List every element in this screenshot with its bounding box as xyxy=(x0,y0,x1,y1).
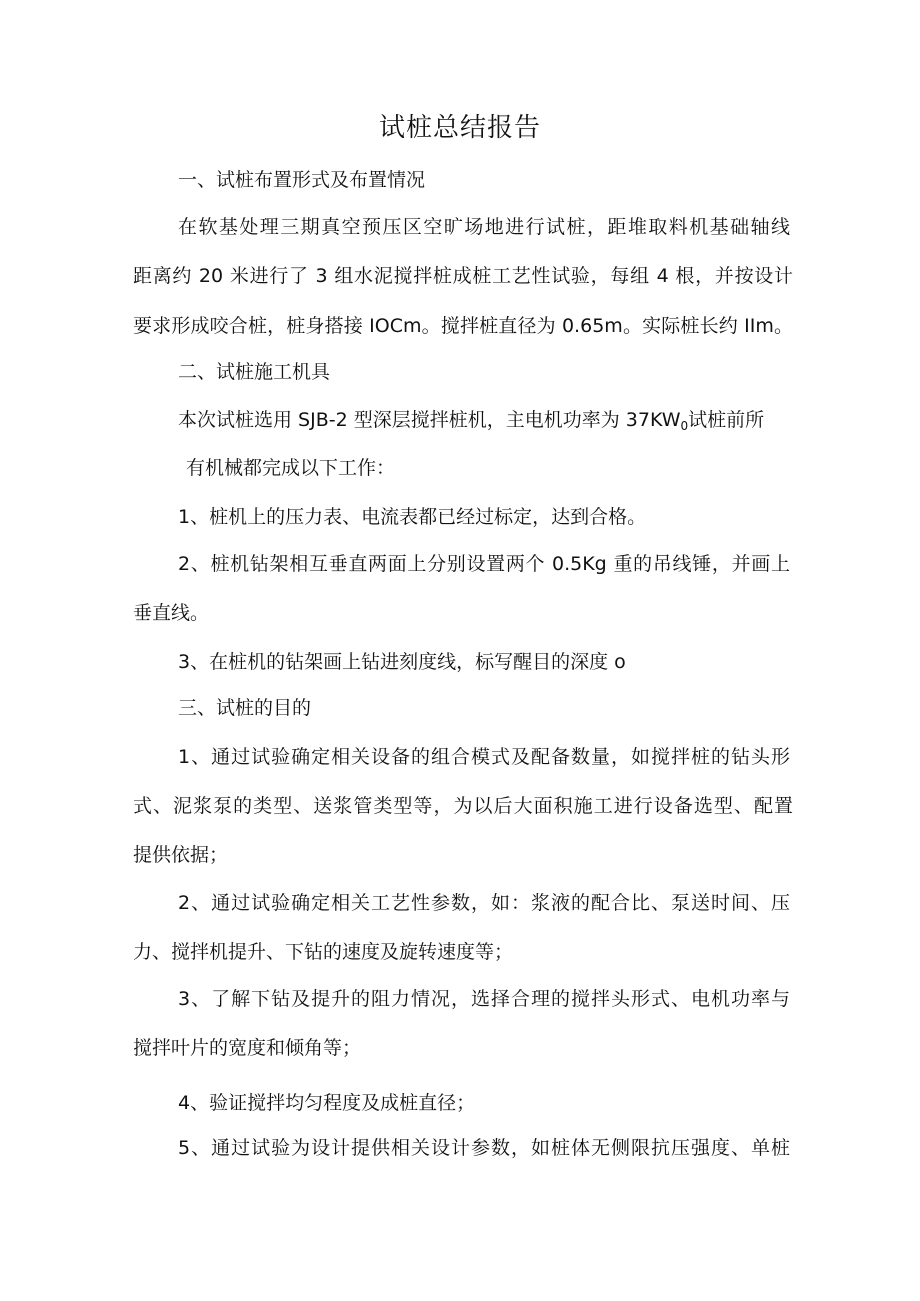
paragraph-line: 在软基处理三期真空预压区空旷场地进行试桩，距堆取料机基础轴线 xyxy=(178,216,790,238)
list-item-continuation: 提供依据； xyxy=(133,844,229,866)
list-item: 2、通过试验确定相关工艺性参数，如：浆液的配合比、泵送时间、压 xyxy=(178,892,790,914)
paragraph-line xyxy=(178,405,790,441)
section-heading-3: 三、试桩的目的 xyxy=(178,697,312,719)
list-item: 1、桩机上的压力表、电流表都已经过标定，达到合格。 xyxy=(178,506,647,528)
list-item-continuation: 垂直线。 xyxy=(133,602,210,624)
list-item: 1、通过试验确定相关设备的组合模式及配备数量，如搅拌桩的钻头形 xyxy=(178,746,790,768)
list-item-continuation: 式、泥浆泵的类型、送浆管类型等，为以后大面积施工进行设备选型、配置 xyxy=(133,795,793,817)
section-heading-1: 一、试桩布置形式及布置情况 xyxy=(178,169,426,191)
list-item: 2、桩机钻架相互垂直两面上分别设置两个 0.5Kg 重的吊线锤，并画上 xyxy=(178,553,790,575)
section-heading-2: 二、试桩施工机具 xyxy=(178,361,331,383)
list-item: 3、在桩机的钻架画上钻进刻度线，标写醒目的深度 o xyxy=(178,651,626,673)
paragraph-line: 有机械都完成以下工作： xyxy=(186,457,396,479)
list-item: 4、验证搅拌均匀程度及成桩直径； xyxy=(178,1092,476,1114)
paragraph-line: 距离约 20 米进行了 3 组水泥搅拌桩成桩工艺性试验，每组 4 根，并按设计 xyxy=(133,265,793,287)
list-item: 5、通过试验为设计提供相关设计参数，如桩体无侧限抗压强度、单桩 xyxy=(178,1137,790,1159)
list-item: 3、了解下钻及提升的阻力情况，选择合理的搅拌头形式、电机功率与 xyxy=(178,988,790,1010)
paragraph-text: 本次试桩选用 SJB-2 型深层搅拌桩机，主电机功率为 37KW xyxy=(178,409,681,431)
paragraph-text: 试桩前所 xyxy=(688,409,765,431)
document-title: 试桩总结报告 xyxy=(378,113,541,143)
paragraph-line: 要求形成咬合桩，桩身搭接 IOCm。搅拌桩直径为 0.65m。实际桩长约 IIm。 xyxy=(133,315,793,337)
subscript-text: 0 xyxy=(680,419,689,433)
list-item-continuation: 力、搅拌机提升、下钻的速度及旋转速度等； xyxy=(133,941,514,963)
list-item-continuation: 搅拌叶片的宽度和倾角等； xyxy=(133,1037,362,1059)
